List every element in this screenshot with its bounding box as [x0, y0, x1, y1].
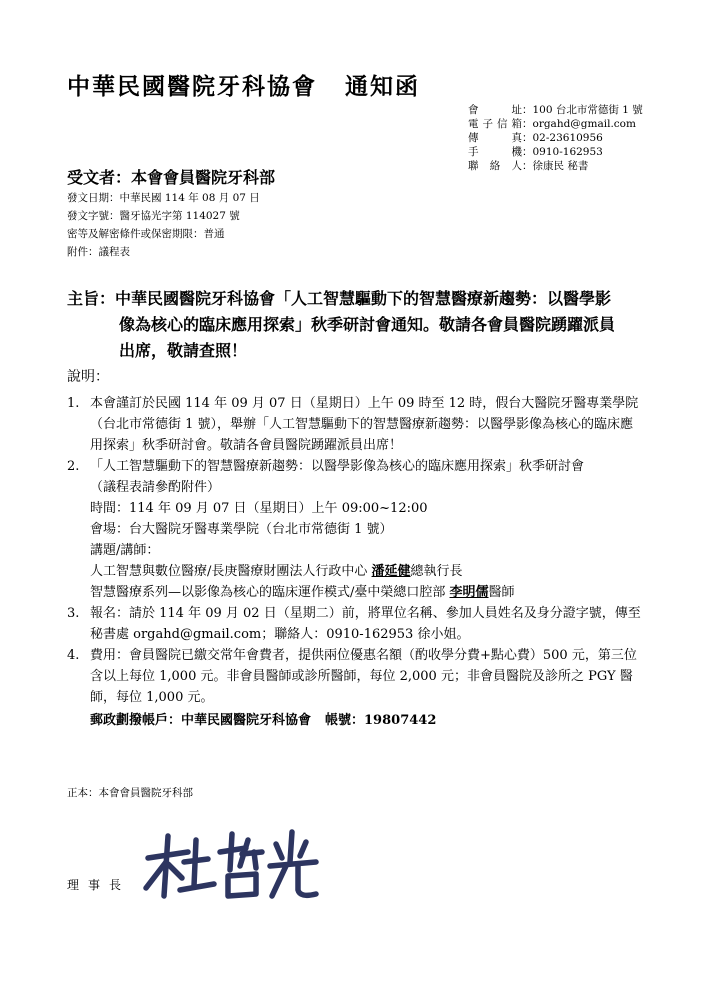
subject-line: 主旨：中華民國醫院牙科協會「人工智慧驅動下的智慧醫療新趨勢：以醫學影 — [67, 289, 612, 308]
recipient: 受文者：本會會員醫院牙科部 — [67, 168, 276, 187]
explanation-label: 說明： — [67, 369, 109, 385]
item-number: 1. — [67, 396, 80, 411]
contact-label: 聯 絡 人 — [468, 160, 522, 172]
contact-email: orgahd@gmail.com — [532, 118, 636, 130]
attachment: 附件：議程表 — [67, 246, 130, 258]
contact-label: 會 址 — [468, 104, 522, 116]
item-text: 本會謹訂於民國 114 年 09 月 07 日（星期日）上午 09 時至 12 時，假台大醫院牙醫專業學院（台北市常德街 1 號），舉辦「人工智慧驅動下的智慧醫療新趨勢：以醫學影像為核心的臨床應用探索」秋季研討會。敬請各會員醫院踴躍派員出席！ — [90, 396, 639, 453]
speaker-title: 醫師 — [488, 585, 515, 600]
subject-line: 像為核心的臨床應用探索」秋季研討會通知。敬請各會員醫院踴躍派員 — [119, 315, 616, 334]
contact-label: 電 子 信 箱 — [468, 118, 522, 130]
fee-text: 費用：會員醫院已繳交常年會費者，提供兩位優惠名額（酌收學分費+點心費）500 元，第三位含以上每位 1,000 元。非會員醫師或診所醫師，每位 2,000 元；非會員醫院及診所之 PGY 醫師，每位 1,000 元。 — [90, 648, 637, 705]
item-number: 2. — [67, 459, 80, 474]
item-text — [90, 456, 642, 603]
list-item — [67, 645, 642, 731]
item-number: 3. — [67, 606, 80, 621]
talk-topic: 人工智慧與數位醫療/長庚醫療財團法人行政中心 — [90, 564, 368, 579]
signature-image — [140, 826, 320, 904]
contact-label: 手 機 — [468, 146, 522, 158]
list-item — [67, 603, 642, 645]
speaker-name: 李明儒 — [449, 585, 489, 600]
list-item — [67, 456, 642, 603]
contact-info — [468, 103, 643, 173]
item-text — [90, 645, 642, 731]
list-item — [67, 393, 642, 456]
contact-fax: 02-23610956 — [532, 132, 603, 144]
seminar-time: 時間：114 年 09 月 07 日（星期日）上午 09:00~12:00 — [90, 501, 428, 516]
contact-label: 傳 真 — [468, 132, 522, 144]
subject-line: 出席，敬請查照！ — [119, 341, 248, 360]
seminar-title: 「人工智慧驅動下的智慧醫療新趨勢：以醫學影像為核心的臨床應用探索」秋季研討會 — [90, 459, 585, 474]
speakers-label: 講題/講師： — [90, 543, 160, 558]
contact-person: 徐康民 秘書 — [532, 160, 589, 172]
contact-address: 100 台北市常德街 1 號 — [532, 104, 643, 116]
seminar-note: （議程表請參酌附件） — [90, 480, 221, 495]
account-number: 帳號：19807442 — [325, 713, 437, 728]
postal-account — [90, 710, 642, 731]
document-number: 發文字號：醫牙協光字第 114027 號 — [67, 210, 240, 222]
contact-row: 聯 絡 人 ： 徐康民 秘書 — [468, 160, 589, 172]
item-text: 報名：請於 114 年 09 月 02 日（星期二）前，將單位名稱、參加人員姓名及身分證字號，傳至秘書處 orgahd@gmail.com；聯絡人：0910-162953 徐小姐。 — [90, 606, 641, 642]
contact-mobile: 0910-162953 — [532, 146, 603, 158]
contact-row: 會 址 ： 100 台北市常德街 1 號 — [468, 104, 643, 116]
speaker-title: 總執行長 — [410, 564, 463, 579]
org-name: 中華民國醫院牙科協會 — [67, 73, 317, 100]
talk-line — [90, 582, 642, 603]
speaker-name: 潘延健 — [371, 564, 411, 579]
doc-type: 通知函 — [345, 73, 420, 100]
item-number: 4. — [67, 648, 80, 663]
explanation-body — [67, 393, 642, 731]
security-level: 密等及解密條件或保密期限：普通 — [67, 228, 225, 240]
contact-row: 手 機 ： 0910-162953 — [468, 146, 603, 158]
issue-date: 發文日期：中華民國 114 年 08 月 07 日 — [67, 192, 260, 204]
subject — [67, 286, 647, 364]
contact-row: 電 子 信 箱 ： orgahd@gmail.com — [468, 118, 636, 130]
document-title — [67, 68, 420, 101]
copy-to: 正本：本會會員醫院牙科部 — [67, 787, 193, 799]
talk-line — [90, 561, 642, 582]
document-meta — [67, 189, 260, 261]
chairman-label: 理事長 — [67, 878, 131, 892]
seminar-venue: 會場：台大醫院牙醫專業學院（台北市常德街 1 號） — [90, 522, 393, 537]
talk-topic: 智慧醫療系列—以影像為核心的臨床運作模式/臺中榮總口腔部 — [90, 585, 446, 600]
contact-row: 傳 真 ： 02-23610956 — [468, 132, 603, 144]
postal-label: 郵政劃撥帳戶：中華民國醫院牙科協會 — [90, 713, 312, 728]
